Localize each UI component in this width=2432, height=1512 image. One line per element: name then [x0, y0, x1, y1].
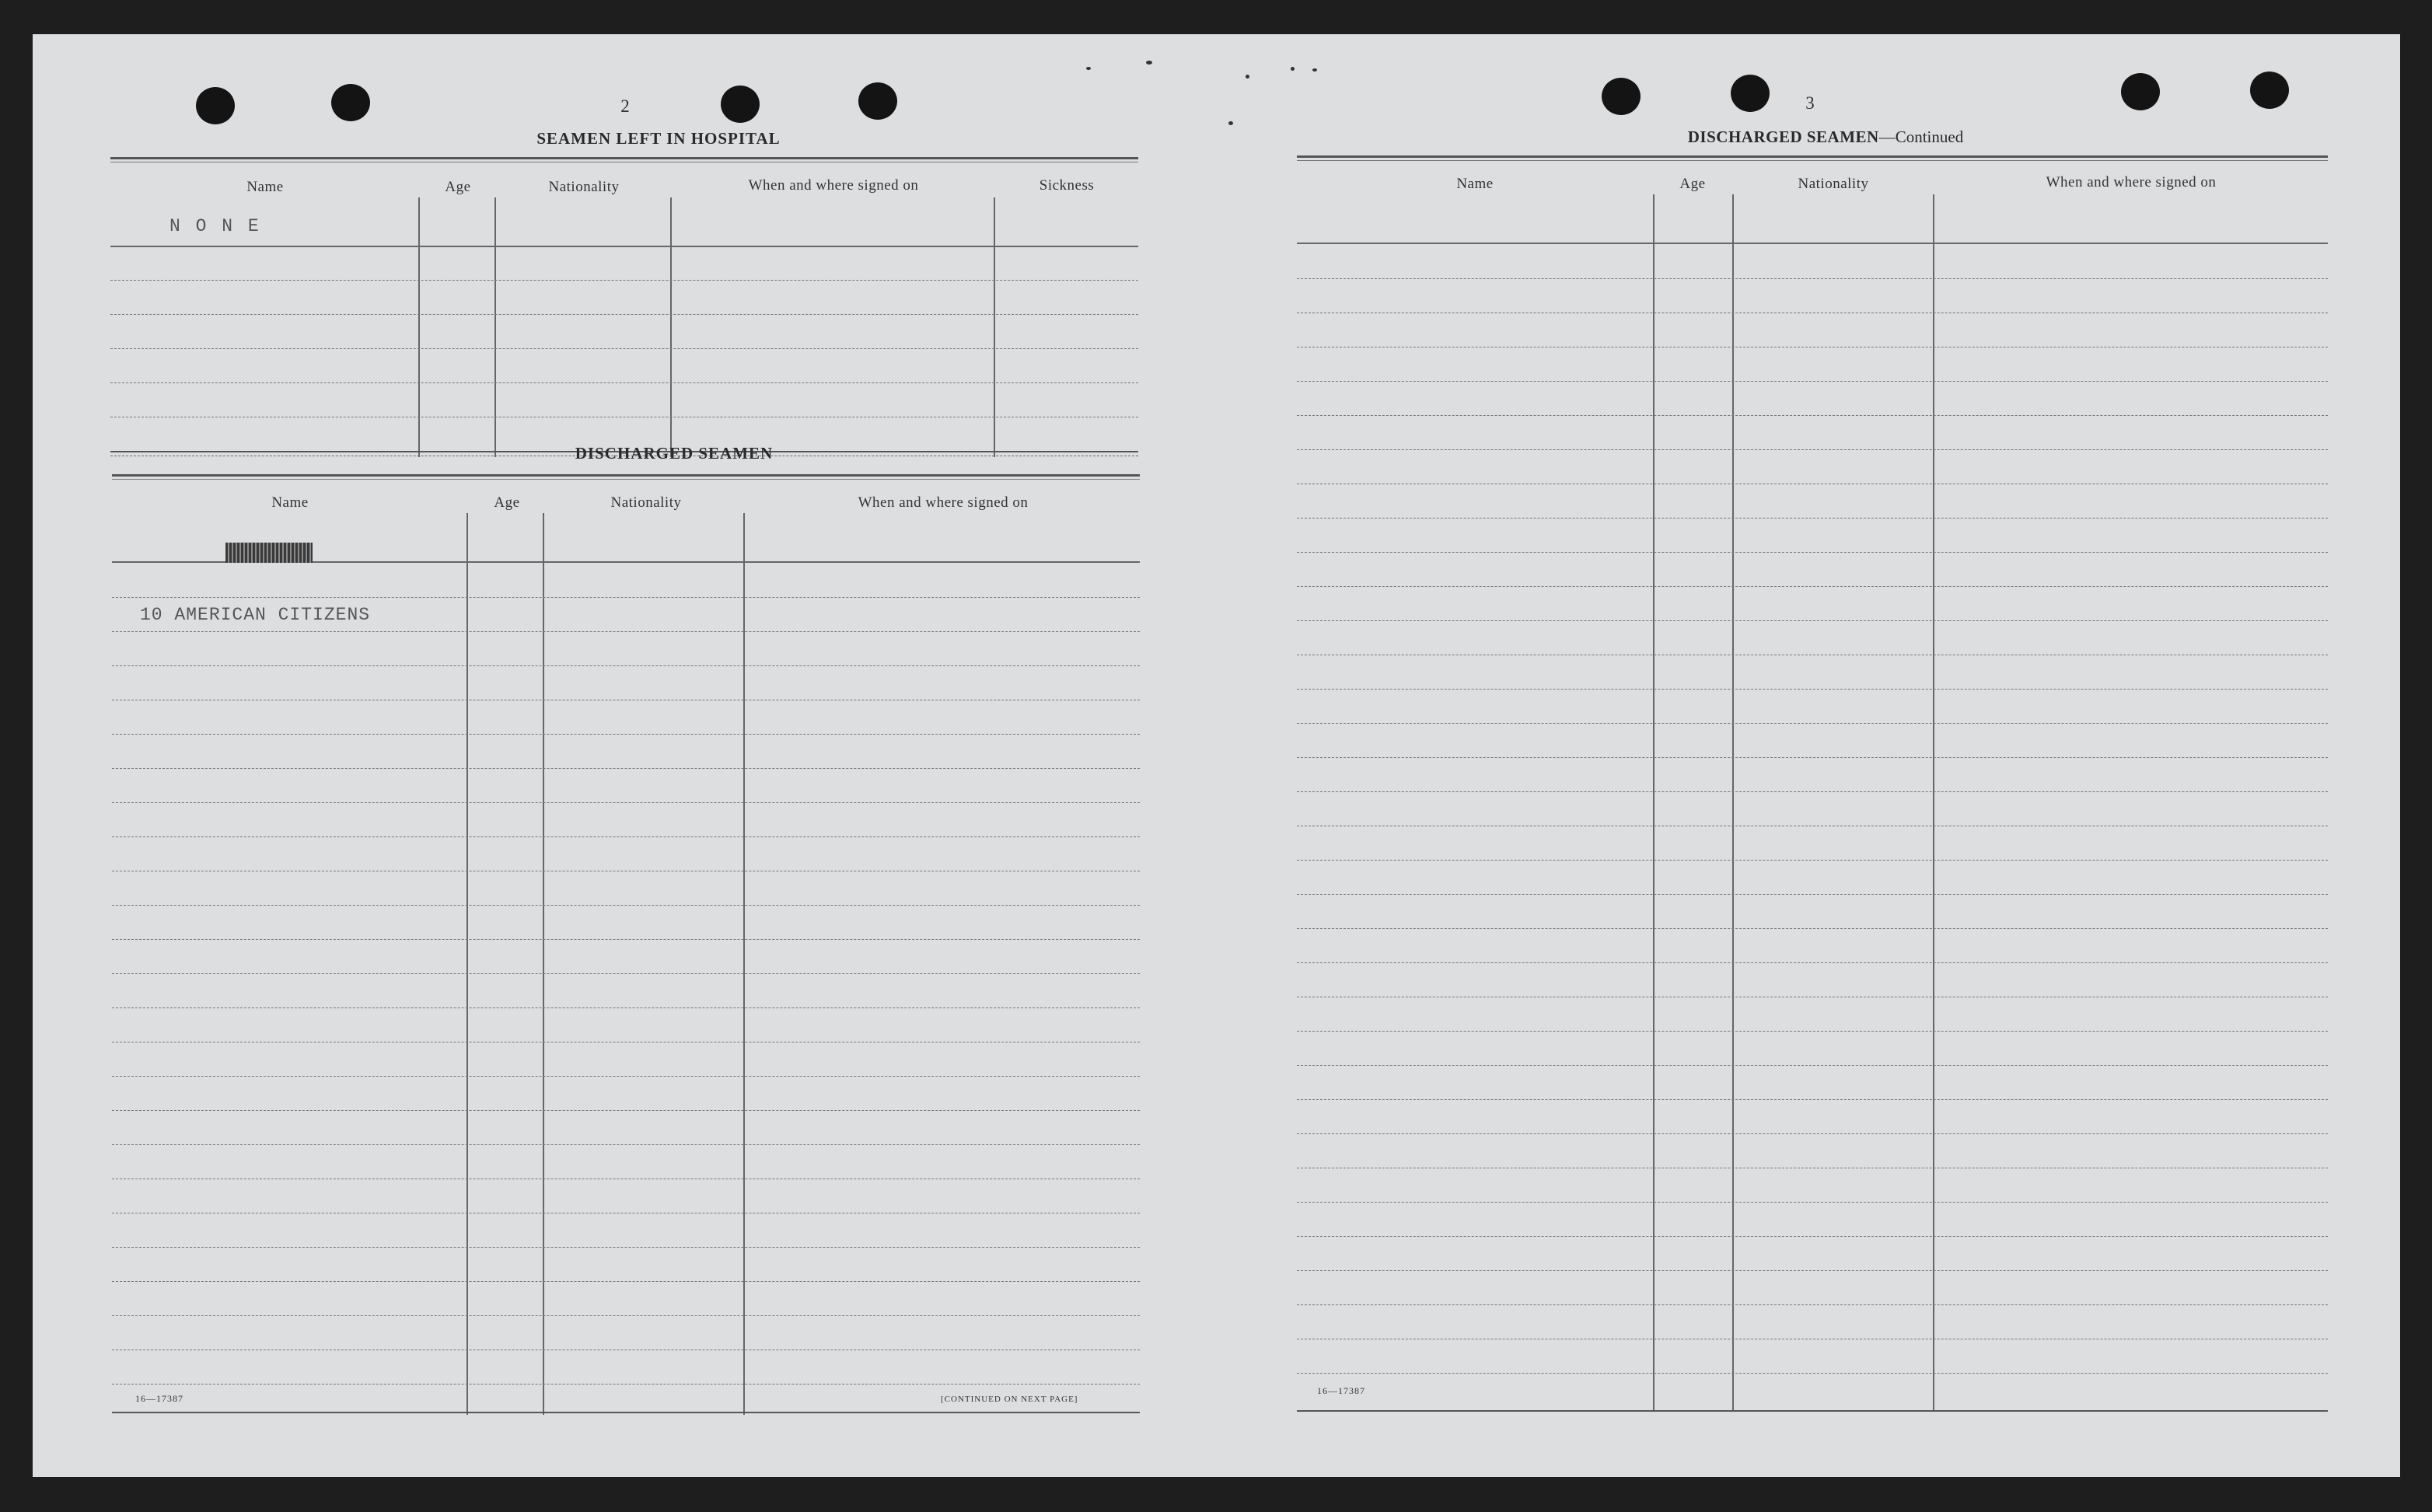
ruled-row-line	[1297, 415, 2328, 416]
ruled-row-line	[1297, 1270, 2328, 1271]
ruled-row-line	[1297, 586, 2328, 587]
column-header: Age	[445, 179, 471, 195]
ruled-row-line	[1297, 757, 2328, 758]
section-title-discharged: DISCHARGED SEAMEN	[575, 444, 774, 463]
column-header: When and where signed on	[858, 494, 1029, 511]
punch-hole	[858, 82, 897, 120]
ruled-row-line	[1297, 449, 2328, 450]
ruled-row-line	[112, 1144, 1140, 1145]
redacted-name	[225, 543, 313, 563]
ruled-row-line	[112, 1076, 1140, 1077]
ruled-row-line	[1297, 962, 2328, 963]
form-number: 16—17387	[1317, 1385, 1365, 1396]
speck	[1228, 121, 1233, 125]
ruled-row-line	[112, 768, 1140, 769]
ruled-row-line	[1297, 552, 2328, 553]
form-number: 16—17387	[135, 1393, 183, 1404]
speck	[1246, 75, 1249, 79]
ruled-row-line	[1297, 928, 2328, 929]
ruled-row-line	[1297, 1373, 2328, 1374]
column-header: Name	[271, 494, 309, 511]
ruled-row-line	[1297, 894, 2328, 895]
column-header: Sickness	[1039, 177, 1095, 194]
ruled-row-line	[1297, 689, 2328, 690]
ruled-row-line	[1297, 1304, 2328, 1305]
column-header: When and where signed on	[748, 177, 919, 194]
ruled-row-line	[112, 939, 1140, 940]
ruled-row-line	[112, 1281, 1140, 1282]
punch-hole	[721, 86, 760, 123]
ruled-row-line	[112, 973, 1140, 974]
ruled-row-line	[112, 1007, 1140, 1008]
ruled-row-line	[1297, 518, 2328, 519]
hospital-entry: N O N E	[169, 216, 261, 236]
ruled-row-line	[112, 1110, 1140, 1111]
column-header: Nationality	[610, 494, 682, 511]
discharged-continued-table	[1297, 155, 2328, 1415]
section-title-suffix: —Continued	[1878, 127, 1964, 146]
punch-hole	[1602, 78, 1641, 115]
column-header: When and where signed on	[2046, 174, 2217, 190]
ruled-row-line	[112, 802, 1140, 803]
ruled-row-line	[1297, 1065, 2328, 1066]
ruled-row-line	[1297, 1133, 2328, 1134]
ruled-row-line	[112, 905, 1140, 906]
punch-hole	[1731, 75, 1770, 112]
column-header: Nationality	[1798, 176, 1869, 192]
ruled-row-line	[1297, 1099, 2328, 1100]
ruled-row-line	[1297, 1031, 2328, 1032]
column-header: Age	[494, 494, 520, 511]
ruled-row-line	[1297, 381, 2328, 382]
ruled-row-line	[112, 734, 1140, 735]
document-sheet	[33, 34, 2400, 1477]
section-title-text: DISCHARGED SEAMEN	[1687, 127, 1879, 146]
ruled-row-line	[112, 1384, 1140, 1385]
punch-hole	[2250, 72, 2289, 109]
column-header: Name	[1456, 176, 1494, 192]
ruled-row-line	[1297, 1236, 2328, 1237]
continued-note: [CONTINUED ON NEXT PAGE]	[941, 1395, 1078, 1404]
page-number: 2	[620, 96, 630, 116]
discharged-entry: 10 AMERICAN CITIZENS	[140, 605, 371, 625]
ruled-row-line	[112, 597, 1140, 598]
ruled-row-line	[1297, 791, 2328, 792]
speck	[1086, 67, 1091, 70]
section-title-hospital: SEAMEN LEFT IN HOSPITAL	[536, 129, 781, 148]
punch-hole	[331, 84, 370, 121]
punch-hole	[196, 87, 235, 124]
speck	[1291, 67, 1295, 71]
page-number: 3	[1805, 93, 1815, 113]
column-header: Age	[1679, 176, 1706, 192]
ruled-row-line	[1297, 1202, 2328, 1203]
ruled-row-line	[1297, 723, 2328, 724]
ruled-row-line	[112, 836, 1140, 837]
ruled-row-line	[112, 1247, 1140, 1248]
column-header: Nationality	[548, 179, 620, 195]
speck	[1146, 61, 1152, 65]
ruled-row-line	[112, 1315, 1140, 1316]
ruled-row-line	[112, 665, 1140, 666]
column-header: Name	[246, 179, 284, 195]
ruled-row-line	[1297, 620, 2328, 621]
ruled-row-line	[1297, 278, 2328, 279]
ruled-row-line	[112, 631, 1140, 632]
hospital-table	[110, 157, 1138, 459]
speck	[1312, 68, 1317, 72]
ruled-row-line	[1297, 860, 2328, 861]
section-title-discharged-continued	[1585, 127, 2067, 147]
punch-hole	[2121, 73, 2160, 110]
